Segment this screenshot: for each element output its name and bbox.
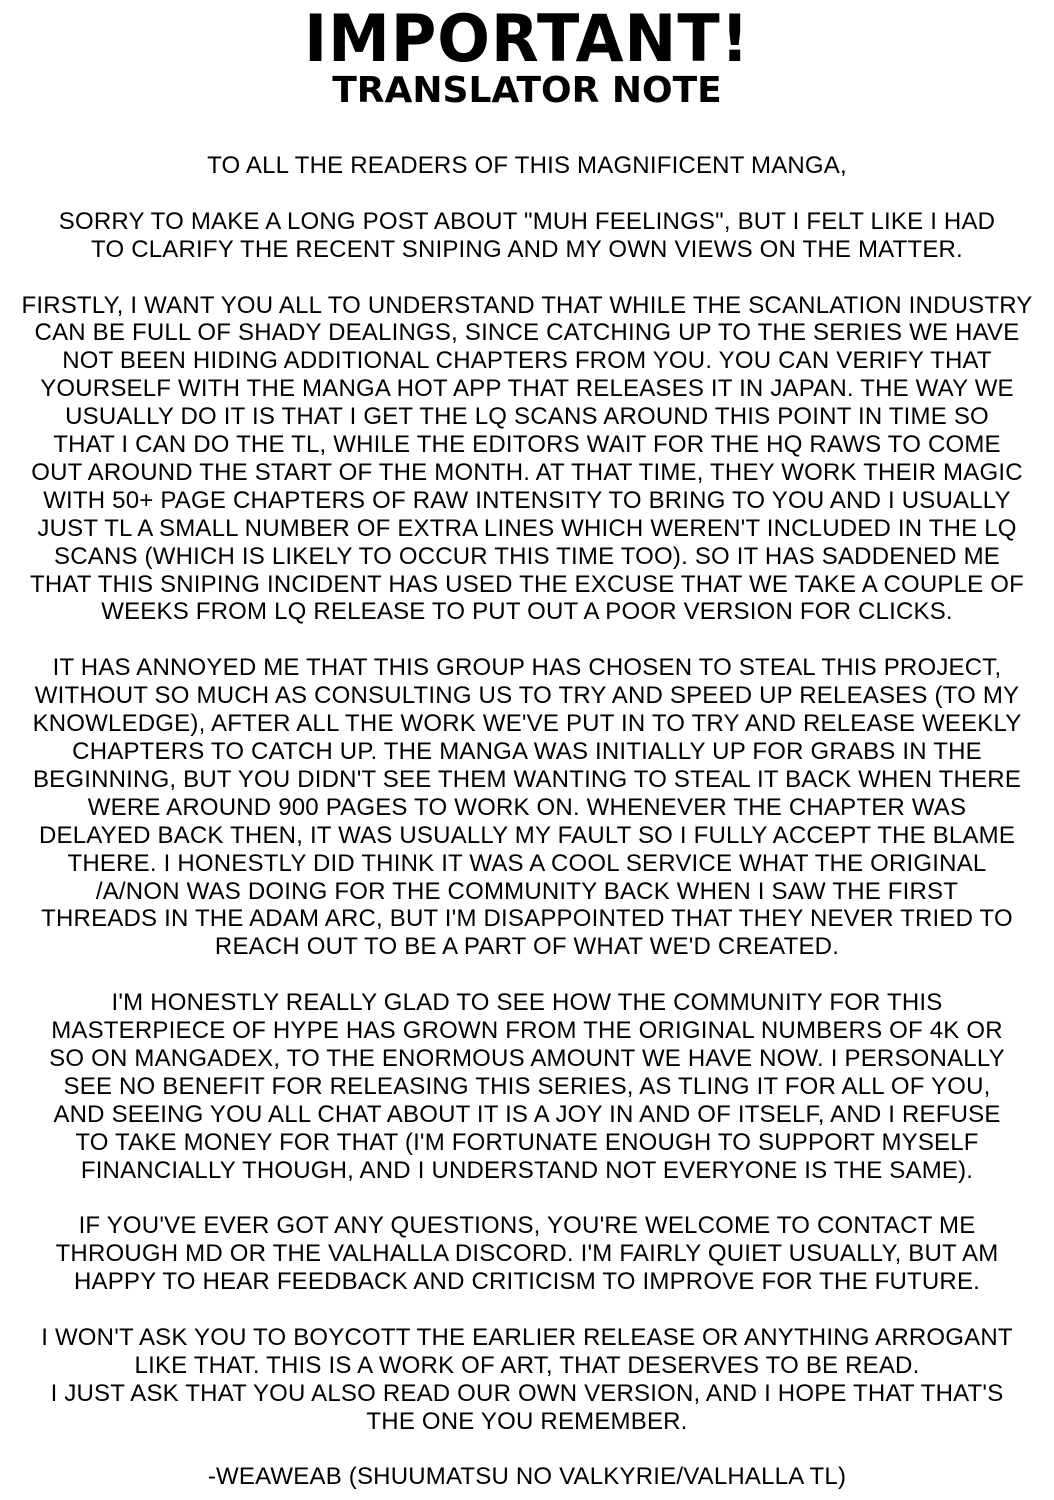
paragraph-gap: [14, 1296, 1040, 1324]
text-line: MASTERPIECE OF HYPE HAS GROWN FROM THE ORIGINAL NUMBERS OF 4K OR: [51, 1017, 1003, 1045]
paragraph-gap: [14, 264, 1040, 292]
text-line: DELAYED BACK THEN, IT WAS USUALLY MY FAULT SO I FULLY ACCEPT THE BLAME: [38, 821, 1016, 849]
text-line: USUALLY DO IT IS THAT I GET THE LQ SCANS AROUND THIS POINT IN TIME SO: [65, 403, 989, 431]
note-paragraph: [14, 654, 1040, 961]
salutation: [14, 152, 1040, 180]
text-line: THERE. I HONESTLY DID THINK IT WAS A COOL SERVICE WHAT THE ORIGINAL: [67, 849, 987, 877]
text-line: JUST TL A SMALL NUMBER OF EXTRA LINES WHICH WEREN'T INCLUDED IN THE LQ: [37, 514, 1017, 542]
text-line: /A/NON WAS DOING FOR THE COMMUNITY BACK WHEN I SAW THE FIRST: [95, 877, 959, 905]
text-line: THAT THIS SNIPING INCIDENT HAS USED THE EXCUSE THAT WE TAKE A COUPLE OF: [30, 570, 1024, 598]
text-line: SO ON MANGADEX, TO THE ENORMOUS AMOUNT WE HAVE NOW. I PERSONALLY: [49, 1044, 1005, 1072]
text-line: CAN BE FULL OF SHADY DEALINGS, SINCE CATCHING UP TO THE SERIES WE HAVE: [34, 319, 1020, 347]
text-line: TO TAKE MONEY FOR THAT (I'M FORTUNATE ENOUGH TO SUPPORT MYSELF: [75, 1128, 979, 1156]
text-line: BEGINNING, BUT YOU DIDN'T SEE THEM WANTING TO STEAL IT BACK WHEN THERE: [32, 765, 1022, 793]
text-line: WERE AROUND 900 PAGES TO WORK ON. WHENEVER THE CHAPTER WAS: [87, 793, 967, 821]
text-line: THE ONE YOU REMEMBER.: [366, 1407, 688, 1435]
text-line: OUT AROUND THE START OF THE MONTH. AT THAT TIME, THEY WORK THEIR MAGIC: [31, 458, 1023, 486]
paragraph-gap: [14, 961, 1040, 989]
note-paragraph: [14, 292, 1040, 627]
text-line: THAT I CAN DO THE TL, WHILE THE EDITORS WAIT FOR THE HQ RAWS TO COME: [53, 431, 1001, 459]
note-paragraph: [14, 1212, 1040, 1296]
text-line: IF YOU'VE EVER GOT ANY QUESTIONS, YOU'RE WELCOME TO CONTACT ME: [78, 1212, 976, 1240]
text-line: THREADS IN THE ADAM ARC, BUT I'M DISAPPOINTED THAT THEY NEVER TRIED TO: [41, 905, 1013, 933]
text-line: I JUST ASK THAT YOU ALSO READ OUR OWN VERSION, AND I HOPE THAT THAT'S: [50, 1379, 1004, 1407]
text-line: WEEKS FROM LQ RELEASE TO PUT OUT A POOR VERSION FOR CLICKS.: [101, 598, 953, 626]
text-line: YOURSELF WITH THE MANGA HOT APP THAT RELEASES IT IN JAPAN. THE WAY WE: [40, 375, 1014, 403]
text-line: CHAPTERS TO CATCH UP. THE MANGA WAS INITIALLY UP FOR GRABS IN THE: [72, 737, 982, 765]
text-line: I WON'T ASK YOU TO BOYCOTT THE EARLIER RELEASE OR ANYTHING ARROGANT: [41, 1323, 1013, 1351]
paragraph-gap: [14, 180, 1040, 208]
text-line: TO CLARIFY THE RECENT SNIPING AND MY OWN VIEWS ON THE MATTER.: [91, 235, 963, 263]
paragraph-gap: [14, 626, 1040, 654]
text-line: AND SEEING YOU ALL CHAT ABOUT IT IS A JOY IN AND OF ITSELF, AND I REFUSE: [53, 1100, 1001, 1128]
text-line: IT HAS ANNOYED ME THAT THIS GROUP HAS CHOSEN TO STEAL THIS PROJECT,: [52, 654, 1002, 682]
note-paragraph: [14, 208, 1040, 264]
paragraph-gap: [14, 1184, 1040, 1212]
note-paragraph: [14, 989, 1040, 1184]
text-line: NOT BEEN HIDING ADDITIONAL CHAPTERS FROM YOU. YOU CAN VERIFY THAT: [62, 347, 992, 375]
text-line: WITHOUT SO MUCH AS CONSULTING US TO TRY AND SPEED UP RELEASES (TO MY: [34, 682, 1020, 710]
text-line: SCANS (WHICH IS LIKELY TO OCCUR THIS TIME TOO). SO IT HAS SADDENED ME: [54, 542, 1000, 570]
text-line: FIRSTLY, I WANT YOU ALL TO UNDERSTAND THAT WHILE THE SCANLATION INDUSTRY: [21, 291, 1033, 319]
paragraph-gap: [14, 1436, 1040, 1464]
text-line: HAPPY TO HEAR FEEDBACK AND CRITICISM TO IMPROVE FOR THE FUTURE.: [73, 1268, 981, 1296]
text-line: -WEAWEAB (SHUUMATSU NO VALKYRIE/VALHALLA TL): [207, 1463, 847, 1491]
text-line: FINANCIALLY THOUGH, AND I UNDERSTAND NOT EVERYONE IS THE SAME).: [80, 1156, 974, 1184]
note-body: [14, 152, 1040, 1491]
text-line: TO ALL THE READERS OF THIS MAGNIFICENT MANGA,: [207, 152, 847, 179]
text-line: LIKE THAT. THIS IS A WORK OF ART, THAT DESERVES TO BE READ.: [134, 1351, 920, 1379]
text-line: SEE NO BENEFIT FOR RELEASING THIS SERIES, AS TLING IT FOR ALL OF YOU,: [63, 1072, 991, 1100]
text-line: SORRY TO MAKE A LONG POST ABOUT "MUH FEELINGS", BUT I FELT LIKE I HAD: [58, 207, 996, 235]
text-line: I'M HONESTLY REALLY GLAD TO SEE HOW THE COMMUNITY FOR THIS: [111, 989, 943, 1017]
text-line: THROUGH MD OR THE VALHALLA DISCORD. I'M FAIRLY QUIET USUALLY, BUT AM: [55, 1240, 999, 1268]
text-line: REACH OUT TO BE A PART OF WHAT WE'D CREATED.: [214, 933, 840, 961]
text-line: KNOWLEDGE), AFTER ALL THE WORK WE'VE PUT IN TO TRY AND RELEASE WEEKLY: [32, 710, 1022, 738]
page-title: IMPORTANT!: [304, 0, 750, 77]
spacer: [0, 110, 1054, 152]
signature: [14, 1463, 1040, 1491]
text-line: WITH 50+ PAGE CHAPTERS OF RAW INTENSITY TO BRING TO YOU AND I USUALLY: [43, 486, 1011, 514]
note-paragraph: [14, 1324, 1040, 1436]
page-subtitle: TRANSLATOR NOTE: [332, 70, 722, 111]
